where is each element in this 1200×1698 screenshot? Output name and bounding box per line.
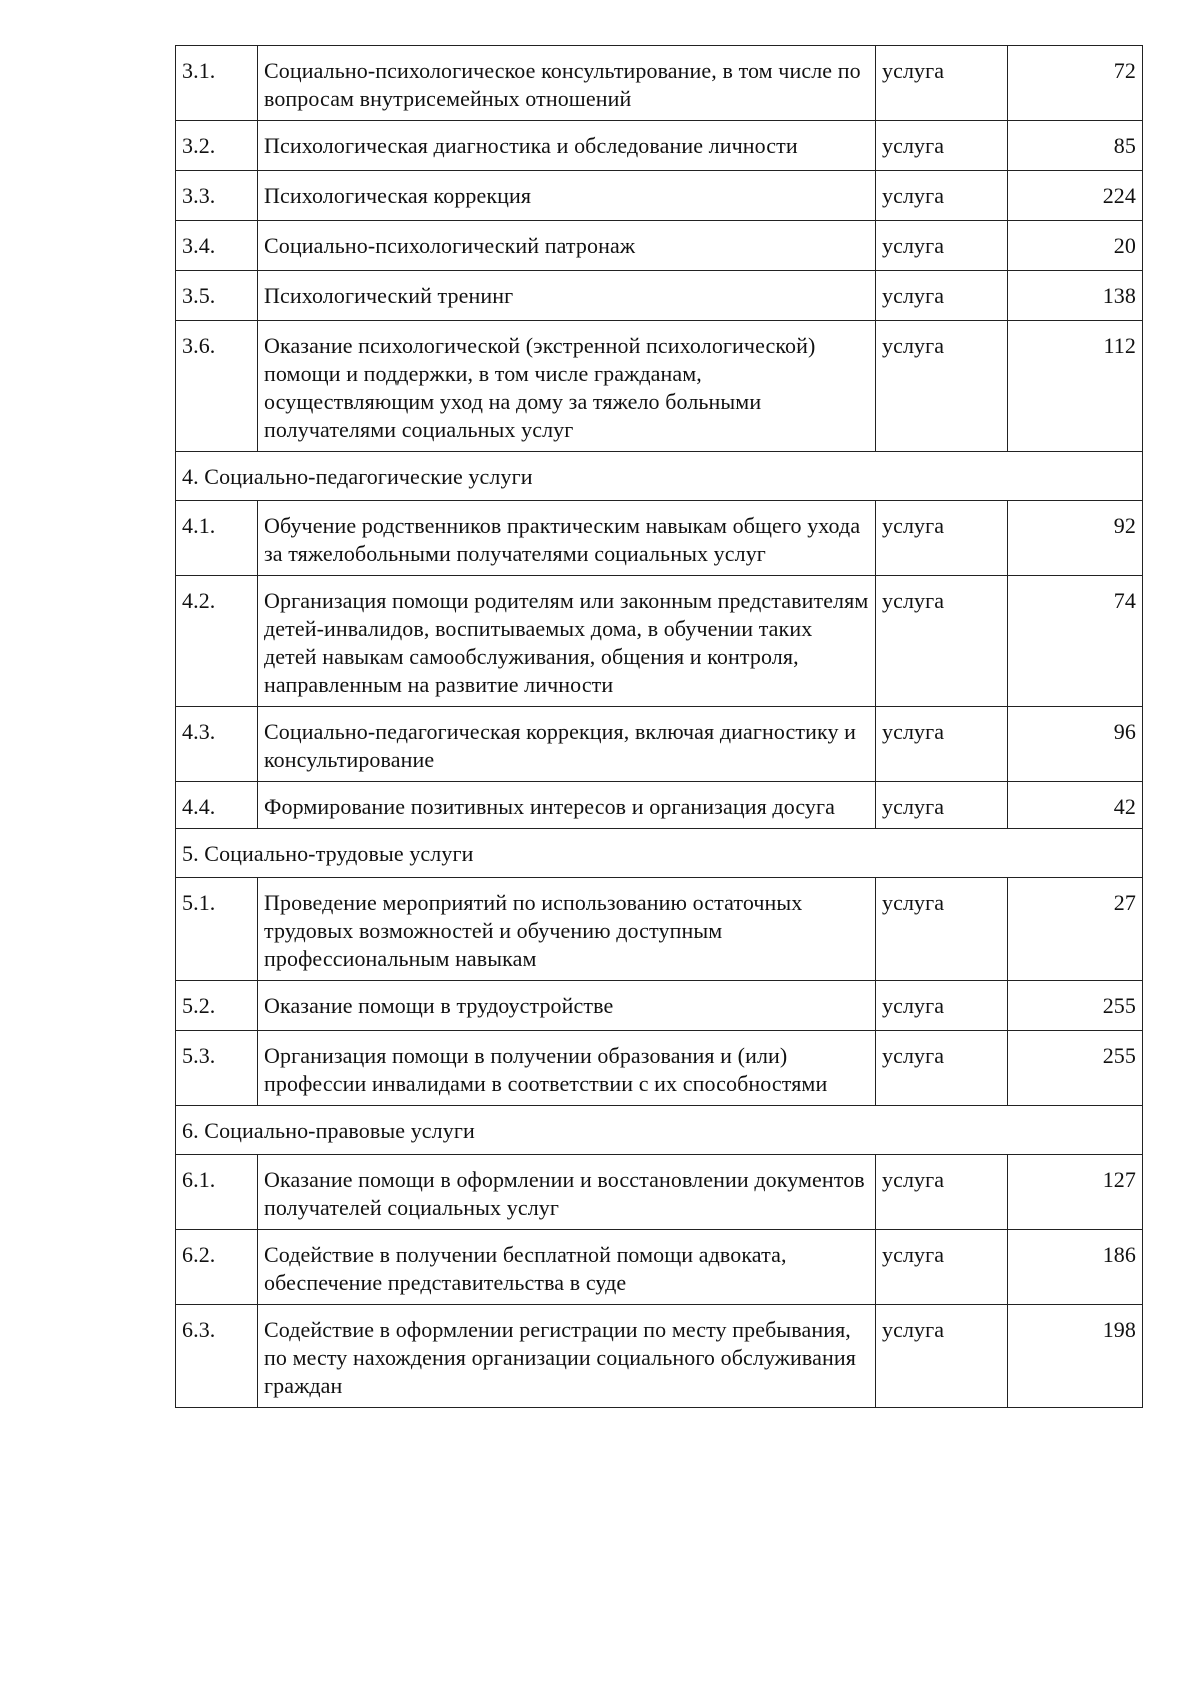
row-number: 6.1. (176, 1155, 258, 1230)
unit-of-measure: услуга (876, 1031, 1008, 1106)
service-value: 72 (1008, 46, 1143, 121)
unit-of-measure: услуга (876, 981, 1008, 1031)
section-title: 4. Социально-педагогические услуги (176, 452, 1143, 501)
service-name: Психологическая коррекция (258, 171, 876, 221)
table-row (176, 981, 1143, 1031)
section-header-row (176, 452, 1143, 501)
services-table-body (176, 46, 1143, 1408)
service-name: Оказание помощи в трудоустройстве (258, 981, 876, 1031)
service-name: Социально-психологическое консультирование, в том числе по вопросам внутрисемейных отношений (258, 46, 876, 121)
table-row (176, 1230, 1143, 1305)
table-row (176, 221, 1143, 271)
table-row (176, 782, 1143, 829)
table-row (176, 171, 1143, 221)
row-number: 6.3. (176, 1305, 258, 1408)
section-header-row (176, 1106, 1143, 1155)
service-name: Организация помощи в получении образования и (или) профессии инвалидами в соответствии с их способностями (258, 1031, 876, 1106)
unit-of-measure: услуга (876, 171, 1008, 221)
table-row (176, 707, 1143, 782)
service-name: Содействие в получении бесплатной помощи адвоката, обеспечение представительства в суде (258, 1230, 876, 1305)
service-name: Социально-психологический патронаж (258, 221, 876, 271)
row-number: 4.2. (176, 576, 258, 707)
row-number: 4.4. (176, 782, 258, 829)
service-value: 27 (1008, 878, 1143, 981)
table-row (176, 46, 1143, 121)
unit-of-measure: услуга (876, 1230, 1008, 1305)
table-row (176, 576, 1143, 707)
unit-of-measure: услуга (876, 707, 1008, 782)
service-name: Социально-педагогическая коррекция, включая диагностику и консультирование (258, 707, 876, 782)
row-number: 5.1. (176, 878, 258, 981)
service-value: 255 (1008, 981, 1143, 1031)
service-name: Обучение родственников практическим навыкам общего ухода за тяжелобольными получателями социальных услуг (258, 501, 876, 576)
unit-of-measure: услуга (876, 121, 1008, 171)
service-value: 198 (1008, 1305, 1143, 1408)
service-name: Оказание психологической (экстренной психологической) помощи и поддержки, в том числе гражданам, осуществляющим уход на дому за тяжело больными получателями социальных услуг (258, 321, 876, 452)
table-row (176, 878, 1143, 981)
unit-of-measure: услуга (876, 501, 1008, 576)
unit-of-measure: услуга (876, 271, 1008, 321)
service-value: 20 (1008, 221, 1143, 271)
section-title: 5. Социально-трудовые услуги (176, 829, 1143, 878)
service-value: 138 (1008, 271, 1143, 321)
table-row (176, 1305, 1143, 1408)
service-value: 186 (1008, 1230, 1143, 1305)
row-number: 6.2. (176, 1230, 258, 1305)
service-name: Организация помощи родителям или законным представителям детей-инвалидов, воспитываемых дома, в обучении таких детей навыкам самообслуживания, общения и контроля, направленным на развитие личности (258, 576, 876, 707)
table-row (176, 1155, 1143, 1230)
table-row (176, 501, 1143, 576)
service-name: Содействие в оформлении регистрации по месту пребывания, по месту нахождения организации социального обслуживания граждан (258, 1305, 876, 1408)
row-number: 4.3. (176, 707, 258, 782)
section-header-row (176, 829, 1143, 878)
unit-of-measure: услуга (876, 221, 1008, 271)
unit-of-measure: услуга (876, 321, 1008, 452)
service-value: 255 (1008, 1031, 1143, 1106)
row-number: 5.2. (176, 981, 258, 1031)
row-number: 3.3. (176, 171, 258, 221)
section-title: 6. Социально-правовые услуги (176, 1106, 1143, 1155)
row-number: 3.1. (176, 46, 258, 121)
service-value: 92 (1008, 501, 1143, 576)
row-number: 5.3. (176, 1031, 258, 1106)
service-name: Формирование позитивных интересов и организация досуга (258, 782, 876, 829)
table-row (176, 121, 1143, 171)
service-name: Психологическая диагностика и обследование личности (258, 121, 876, 171)
service-name: Проведение мероприятий по использованию остаточных трудовых возможностей и обучению доступным профессиональным навыкам (258, 878, 876, 981)
service-name: Психологический тренинг (258, 271, 876, 321)
service-name: Оказание помощи в оформлении и восстановлении документов получателей социальных услуг (258, 1155, 876, 1230)
service-value: 224 (1008, 171, 1143, 221)
table-row (176, 271, 1143, 321)
unit-of-measure: услуга (876, 46, 1008, 121)
unit-of-measure: услуга (876, 878, 1008, 981)
service-value: 112 (1008, 321, 1143, 452)
service-value: 42 (1008, 782, 1143, 829)
unit-of-measure: услуга (876, 1155, 1008, 1230)
row-number: 3.2. (176, 121, 258, 171)
unit-of-measure: услуга (876, 1305, 1008, 1408)
service-value: 85 (1008, 121, 1143, 171)
row-number: 4.1. (176, 501, 258, 576)
row-number: 3.4. (176, 221, 258, 271)
row-number: 3.5. (176, 271, 258, 321)
service-value: 127 (1008, 1155, 1143, 1230)
service-value: 96 (1008, 707, 1143, 782)
table-row (176, 321, 1143, 452)
table-row (176, 1031, 1143, 1106)
service-value: 74 (1008, 576, 1143, 707)
unit-of-measure: услуга (876, 576, 1008, 707)
unit-of-measure: услуга (876, 782, 1008, 829)
services-table (175, 45, 1143, 1408)
row-number: 3.6. (176, 321, 258, 452)
